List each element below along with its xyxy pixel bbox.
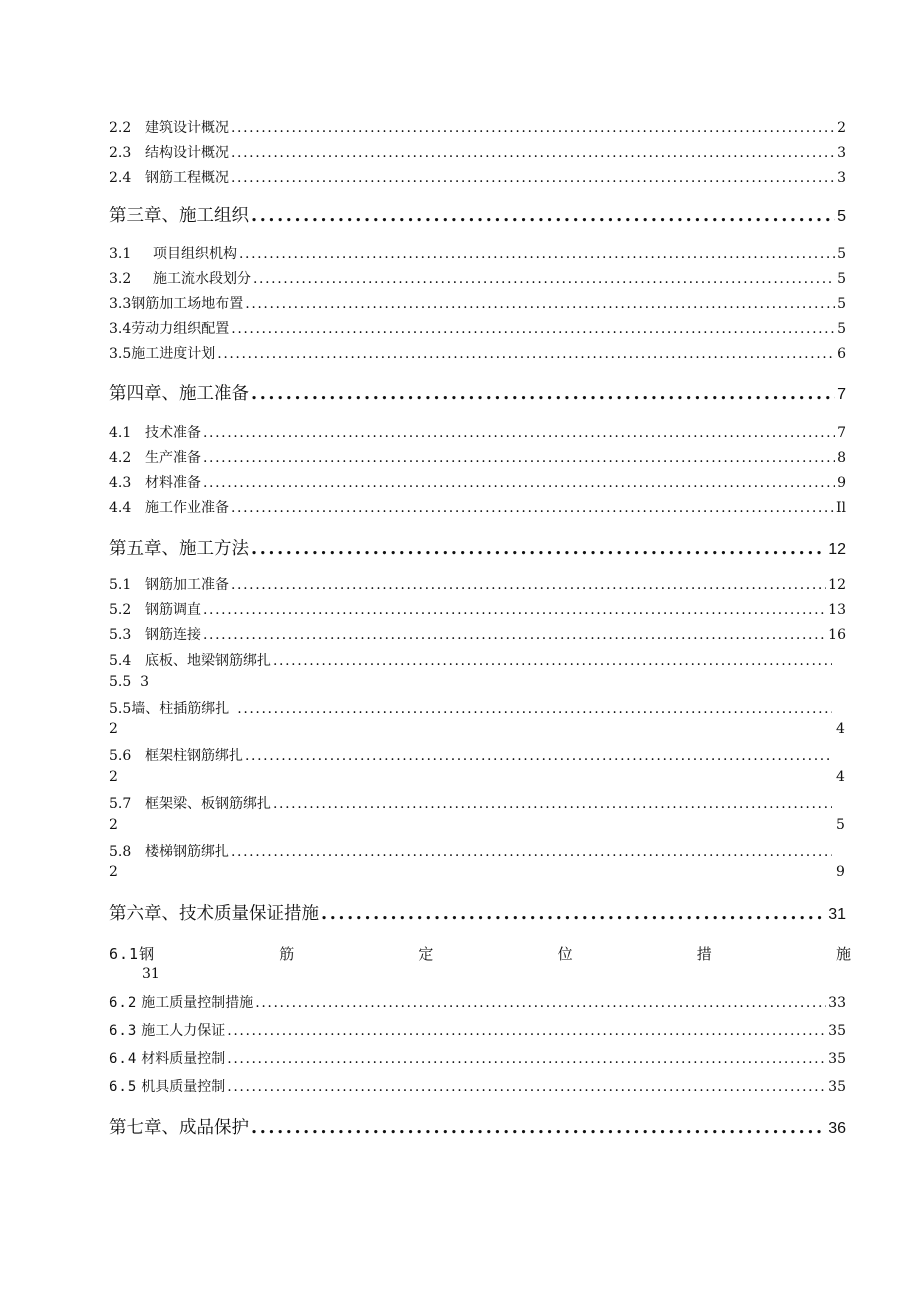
chapter-title: 第三章、施工组织 — [109, 206, 249, 226]
dot-leader — [231, 500, 834, 516]
toc-entry-5-6-cont-left: 2 — [109, 769, 118, 785]
toc-entry-number: 5.3 — [109, 627, 132, 643]
toc-entry-5-2[interactable] — [109, 599, 846, 619]
toc-entry-5-7-cont-right: 5 — [836, 817, 845, 833]
spread-char: 6.1钢 — [109, 945, 156, 963]
spread-char: 定 — [418, 945, 434, 963]
toc-entry-page: 13 — [828, 602, 846, 618]
toc-entry-number: 6.2 — [109, 995, 138, 1011]
toc-entry-4-2[interactable] — [109, 447, 846, 467]
dot-leader — [273, 653, 832, 669]
toc-chapter-6[interactable] — [109, 900, 846, 925]
toc-entry-number: 6.4 — [109, 1051, 138, 1067]
toc-entry-number: 3.2 — [109, 271, 132, 287]
dot-leader — [227, 1079, 826, 1095]
toc-entry-title: 钢筋调直 — [145, 602, 201, 618]
toc-entry-5-6-cont-right: 4 — [836, 769, 845, 785]
toc-entry-3-4[interactable] — [109, 318, 846, 338]
toc-entry-title: 3.4劳动力组织配置 — [109, 321, 230, 337]
toc-entry-number: 6.5 — [109, 1079, 138, 1095]
dot-leader — [231, 170, 835, 186]
chapter-title: 第四章、施工准备 — [109, 384, 249, 404]
dot-leader — [251, 384, 835, 404]
toc-entry-2-3[interactable] — [109, 142, 846, 162]
dot-leader — [253, 271, 835, 287]
toc-entry-number: 4.2 — [109, 450, 132, 466]
chapter-title: 第七章、成品保护 — [109, 1118, 249, 1138]
toc-entry-6-1-page: 31 — [142, 966, 160, 982]
toc-entry-number: 5.2 — [109, 602, 132, 618]
toc-entry-number: 4.1 — [109, 425, 132, 441]
dot-leader — [203, 450, 835, 466]
dot-leader — [203, 425, 835, 441]
toc-entry-number: 4.3 — [109, 475, 132, 491]
toc-entry-5-4-continuation: 5.5 3 — [109, 674, 150, 690]
toc-entry-page: 3 — [837, 145, 846, 161]
toc-entry-2-2[interactable] — [109, 117, 846, 137]
chapter-title: 第六章、技术质量保证措施 — [109, 904, 319, 924]
dot-leader — [231, 120, 835, 136]
toc-entry-5-3[interactable] — [109, 624, 846, 644]
toc-entry-3-2[interactable] — [109, 268, 846, 288]
toc-entry-5-8[interactable] — [109, 841, 834, 861]
chapter-page: 31 — [828, 906, 846, 923]
dot-leader — [231, 577, 826, 593]
chapter-page: 5 — [837, 208, 846, 225]
toc-entry-title: 建筑设计概况 — [145, 120, 229, 136]
toc-entry-title: 材料准备 — [145, 475, 201, 491]
toc-entry-5-7-cont-left: 2 — [109, 817, 118, 833]
toc-entry-number: 4.4 — [109, 500, 132, 516]
spread-char: 位 — [557, 945, 573, 963]
toc-entry-title: 施工作业准备 — [145, 500, 229, 516]
toc-chapter-7[interactable] — [109, 1114, 846, 1139]
toc-entry-page: 16 — [828, 627, 846, 643]
toc-entry-page: 12 — [828, 577, 846, 593]
dot-leader — [239, 246, 835, 262]
spread-char: 施 — [835, 945, 851, 963]
toc-entry-page: 5 — [837, 246, 846, 262]
toc-entry-5-8-cont-right: 9 — [836, 864, 845, 880]
toc-entry-4-3[interactable] — [109, 472, 846, 492]
toc-entry-title: 技术准备 — [145, 425, 201, 441]
chapter-page: 36 — [828, 1120, 846, 1137]
toc-entry-page: 8 — [837, 450, 846, 466]
toc-entry-title: 材料质量控制 — [141, 1051, 226, 1067]
toc-entry-page: 9 — [837, 475, 846, 491]
toc-entry-page: 5 — [837, 296, 846, 312]
toc-entry-title: 施工质量控制措施 — [141, 995, 254, 1011]
toc-entry-5-7[interactable] — [109, 793, 834, 813]
toc-entry-number: 2.2 — [109, 120, 132, 136]
toc-entry-number: 2.3 — [109, 145, 132, 161]
spread-char: 措 — [696, 945, 712, 963]
toc-entry-page: 35 — [828, 1051, 846, 1067]
toc-entry-5-4[interactable] — [109, 650, 834, 670]
chapter-page: 7 — [837, 386, 846, 403]
toc-entry-6-5[interactable] — [109, 1076, 846, 1096]
toc-entry-page: 6 — [837, 346, 846, 362]
dot-leader — [231, 145, 835, 161]
toc-entry-title: 机具质量控制 — [141, 1079, 226, 1095]
chapter-title: 第五章、施工方法 — [109, 539, 249, 559]
toc-entry-title: 钢筋连接 — [145, 627, 201, 643]
toc-entry-number: 5.4 — [109, 653, 132, 669]
dot-leader — [245, 748, 832, 764]
toc-entry-title: 施工流水段划分 — [153, 271, 251, 287]
toc-entry-5-5-cont-left: 2 — [109, 721, 118, 737]
toc-entry-2-4[interactable] — [109, 167, 846, 187]
dot-leader — [227, 1051, 826, 1067]
toc-entry-title: 钢筋工程概况 — [145, 170, 229, 186]
toc-entry-title: 结构设计概况 — [145, 145, 229, 161]
toc-entry-page: 35 — [828, 1079, 846, 1095]
toc-entry-6-2[interactable] — [109, 992, 846, 1012]
dot-leader — [251, 1118, 826, 1138]
toc-entry-title: 生产准备 — [145, 450, 201, 466]
toc-entry-5-5-cont-right: 4 — [836, 721, 845, 737]
toc-entry-3-1[interactable] — [109, 243, 846, 263]
toc-entry-5-8-cont-left: 2 — [109, 864, 118, 880]
dot-leader — [227, 1023, 826, 1039]
dot-leader — [203, 602, 826, 618]
toc-entry-number: 5.7 — [109, 796, 132, 812]
toc-entry-page: 2 — [837, 120, 846, 136]
toc-chapter-4[interactable] — [109, 380, 846, 405]
toc-entry-number: 3.1 — [109, 246, 132, 262]
dot-leader — [203, 627, 826, 643]
toc-entry-page: 5 — [837, 271, 846, 287]
dot-leader — [245, 296, 835, 312]
toc-entry-number: 2.4 — [109, 170, 132, 186]
toc-entry-title: 项目组织机构 — [153, 246, 237, 262]
toc-entry-5-1[interactable] — [109, 574, 846, 594]
toc-entry-title: 框架柱钢筋绑扎 — [145, 748, 243, 764]
toc-entry-number: 5.8 — [109, 844, 132, 860]
toc-entry-title: 3.3钢筋加工场地布置 — [109, 296, 244, 312]
toc-entry-6-4[interactable] — [109, 1048, 846, 1068]
toc-entry-page: 33 — [828, 995, 846, 1011]
dot-leader — [237, 701, 832, 717]
toc-entry-3-5[interactable] — [109, 343, 846, 363]
toc-entry-title: 3.5施工进度计划 — [109, 346, 216, 362]
dot-leader — [255, 995, 826, 1011]
toc-entry-title: 施工人力保证 — [141, 1023, 226, 1039]
toc-entry-4-1[interactable] — [109, 422, 846, 442]
dot-leader — [251, 539, 826, 559]
dot-leader — [273, 796, 832, 812]
toc-entry-title: 钢筋加工准备 — [145, 577, 229, 593]
toc-entry-title: 框架梁、板钢筋绑扎 — [145, 796, 271, 812]
toc-entry-number: 6.3 — [109, 1023, 138, 1039]
toc-entry-page: 7 — [837, 425, 846, 441]
dot-leader — [251, 206, 835, 226]
toc-entry-number: 5.6 — [109, 748, 132, 764]
dot-leader — [203, 475, 835, 491]
dot-leader — [231, 321, 835, 337]
toc-entry-3-3[interactable] — [109, 293, 846, 313]
dot-leader — [217, 346, 835, 362]
toc-chapter-3[interactable] — [109, 202, 846, 227]
dot-leader — [321, 904, 826, 924]
toc-entry-4-4[interactable] — [109, 497, 846, 517]
toc-entry-number: 5.1 — [109, 577, 132, 593]
toc-entry-page: 3 — [837, 170, 846, 186]
chapter-page: 12 — [828, 541, 846, 558]
toc-entry-6-3[interactable] — [109, 1020, 846, 1040]
toc-entry-title: 底板、地梁钢筋绑扎 — [145, 653, 271, 669]
spread-char: 筋 — [279, 945, 295, 963]
toc-entry-5-5[interactable] — [109, 698, 834, 718]
toc-entry-page: 35 — [828, 1023, 846, 1039]
toc-entry-page: 5 — [837, 321, 846, 337]
toc-entry-page: Il — [835, 500, 846, 516]
toc-entry-title: 5.5墙、柱插筋绑扎 — [109, 701, 230, 717]
toc-entry-5-6[interactable] — [109, 745, 834, 765]
toc-chapter-5[interactable] — [109, 535, 846, 560]
dot-leader — [231, 844, 832, 860]
toc-entry-title: 楼梯钢筋绑扎 — [145, 844, 229, 860]
toc-entry-6-1[interactable] — [109, 943, 851, 964]
